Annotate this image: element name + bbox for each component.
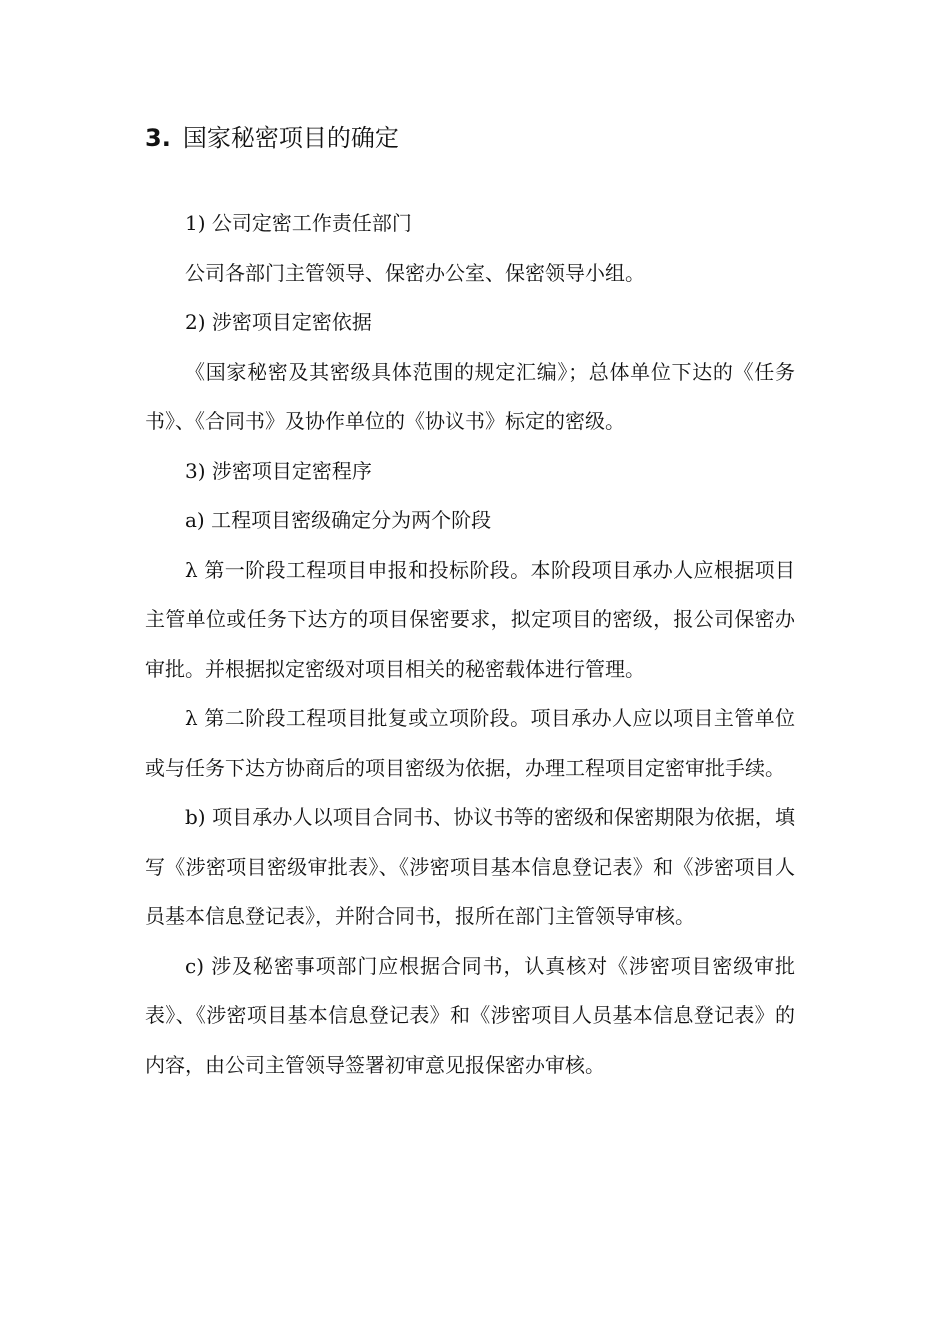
bullet-paragraph: λ 第二阶段工程项目批复或立项阶段。项目承办人应以项目主管单位或与任务下达方协商后的项目密级为依据，办理工程项目定密审批手续。 (145, 706, 795, 780)
paragraph: 《国家秘密及其密级具体范围的规定汇编》；总体单位下达的《任务书》、《合同书》及协作单位的《协议书》标定的密级。 (145, 359, 795, 433)
list-item-heading: 1) 公司定密工作责任部门 (185, 211, 412, 235)
section-heading (145, 120, 399, 156)
section-number: 3. (145, 124, 171, 152)
section-title: 国家秘密项目的确定 (182, 124, 399, 152)
sub-item-paragraph: c) 涉及秘密事项部门应根据合同书，认真核对《涉密项目密级审批表》、《涉密项目基本信息登记表》和《涉密项目人员基本信息登记表》的内容，由公司主管领导签署初审意见报保密办审核。 (145, 953, 795, 1077)
list-item-heading: 3) 涉密项目定密程序 (185, 458, 372, 483)
paragraph: 公司各部门主管领导、保密办公室、保密领导小组。 (185, 260, 645, 285)
bullet-paragraph: λ 第一阶段工程项目申报和投标阶段。本阶段项目承办人应根据项目主管单位或任务下达方的项目保密要求，拟定项目的密级，报公司保密办审批。并根据拟定密级对项目相关的秘密载体进行管理。 (145, 557, 795, 681)
sub-item-paragraph: b) 项目承办人以项目合同书、协议书等的密级和保密期限为依据，填写《涉密项目密级审批表》、《涉密项目基本信息登记表》和《涉密项目人员基本信息登记表》，并附合同书，报所在部门主管领导审核。 (145, 805, 795, 928)
sub-item-heading: a) 工程项目密级确定分为两个阶段 (185, 508, 492, 532)
list-item-heading: 2) 涉密项目定密依据 (185, 310, 372, 334)
section-body (145, 199, 795, 1090)
